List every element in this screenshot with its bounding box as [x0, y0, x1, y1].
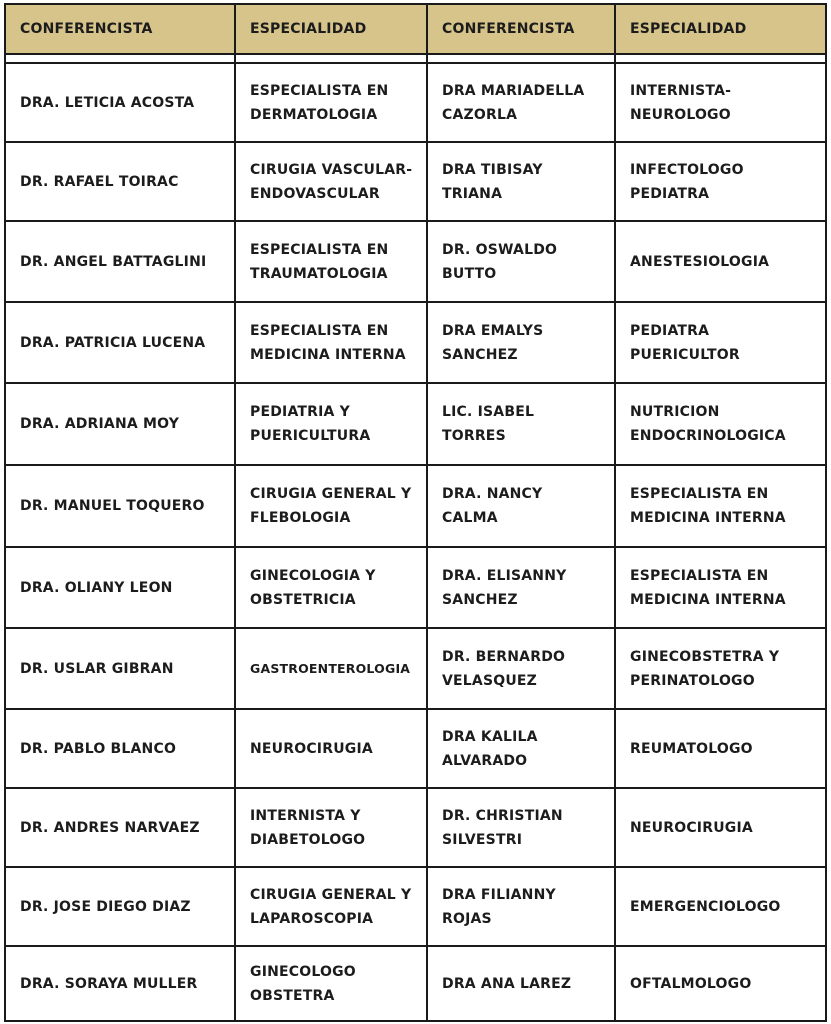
speaker-specialty: ESPECIALISTA EN MEDICINA INTERNA [614, 546, 827, 627]
speaker-specialty: CIRUGIA GENERAL Y FLEBOLOGIA [234, 464, 426, 546]
speaker-name: DR. JOSE DIEGO DIAZ [4, 866, 234, 945]
speaker-name: DR. ANGEL BATTAGLINI [4, 220, 234, 301]
speaker-specialty: ESPECIALISTA EN MEDICINA INTERNA [234, 301, 426, 382]
speaker-specialty: INTERNISTA- NEUROLOGO [614, 62, 827, 141]
speaker-name: DRA. LETICIA ACOSTA [4, 62, 234, 141]
speaker-specialty: PEDIATRIA Y PUERICULTURA [234, 382, 426, 464]
header-gap [426, 53, 614, 62]
speaker-name: DRA ANA LAREZ [426, 945, 614, 1022]
speaker-name: DR. ANDRES NARVAEZ [4, 787, 234, 866]
speaker-name: DRA. OLIANY LEON [4, 546, 234, 627]
speaker-specialty: NEUROCIRUGIA [234, 708, 426, 787]
header-especialidad-1: ESPECIALIDAD [234, 3, 426, 53]
speaker-name: DRA. ELISANNY SANCHEZ [426, 546, 614, 627]
speaker-specialty: OFTALMOLOGO [614, 945, 827, 1022]
speaker-name: DR. OSWALDO BUTTO [426, 220, 614, 301]
speaker-specialty: GINECOLOGO OBSTETRA [234, 945, 426, 1022]
speaker-specialty: ANESTESIOLOGIA [614, 220, 827, 301]
header-gap [614, 53, 827, 62]
speaker-specialty: REUMATOLOGO [614, 708, 827, 787]
speaker-name: DR. CHRISTIAN SILVESTRI [426, 787, 614, 866]
speaker-specialty: ESPECIALISTA EN DERMATOLOGIA [234, 62, 426, 141]
header-especialidad-2: ESPECIALIDAD [614, 3, 827, 53]
speaker-name: DRA EMALYS SANCHEZ [426, 301, 614, 382]
speaker-name: DR. USLAR GIBRAN [4, 627, 234, 708]
speaker-name: DRA TIBISAY TRIANA [426, 141, 614, 220]
speaker-name: LIC. ISABEL TORRES [426, 382, 614, 464]
header-conferencista-1: CONFERENCISTA [4, 3, 234, 53]
speaker-specialty: INFECTOLOGO PEDIATRA [614, 141, 827, 220]
speaker-specialty: NUTRICION ENDOCRINOLOGICA [614, 382, 827, 464]
speaker-name: DRA. ADRIANA MOY [4, 382, 234, 464]
speaker-name: DR. RAFAEL TOIRAC [4, 141, 234, 220]
speaker-specialty: NEUROCIRUGIA [614, 787, 827, 866]
speaker-specialty: GASTROENTEROLOGIA [234, 627, 426, 708]
speaker-name: DRA MARIADELLA CAZORLA [426, 62, 614, 141]
speaker-name: DRA. NANCY CALMA [426, 464, 614, 546]
speakers-table [4, 3, 827, 1021]
speaker-name: DRA. SORAYA MULLER [4, 945, 234, 1022]
header-conferencista-2: CONFERENCISTA [426, 3, 614, 53]
speaker-specialty: EMERGENCIOLOGO [614, 866, 827, 945]
speaker-name: DR. PABLO BLANCO [4, 708, 234, 787]
speaker-specialty: GINECOLOGIA Y OBSTETRICIA [234, 546, 426, 627]
speaker-specialty: INTERNISTA Y DIABETOLOGO [234, 787, 426, 866]
speaker-specialty: PEDIATRA PUERICULTOR [614, 301, 827, 382]
speaker-specialty: ESPECIALISTA EN MEDICINA INTERNA [614, 464, 827, 546]
speaker-specialty: GINECOBSTETRA Y PERINATOLOGO [614, 627, 827, 708]
speaker-name: DRA KALILA ALVARADO [426, 708, 614, 787]
header-gap [234, 53, 426, 62]
speaker-name: DRA. PATRICIA LUCENA [4, 301, 234, 382]
header-gap [4, 53, 234, 62]
speaker-specialty: ESPECIALISTA EN TRAUMATOLOGIA [234, 220, 426, 301]
speaker-name: DR. BERNARDO VELASQUEZ [426, 627, 614, 708]
speaker-specialty: CIRUGIA VASCULAR- ENDOVASCULAR [234, 141, 426, 220]
speaker-name: DRA FILIANNY ROJAS [426, 866, 614, 945]
speaker-name: DR. MANUEL TOQUERO [4, 464, 234, 546]
speaker-specialty: CIRUGIA GENERAL Y LAPAROSCOPIA [234, 866, 426, 945]
